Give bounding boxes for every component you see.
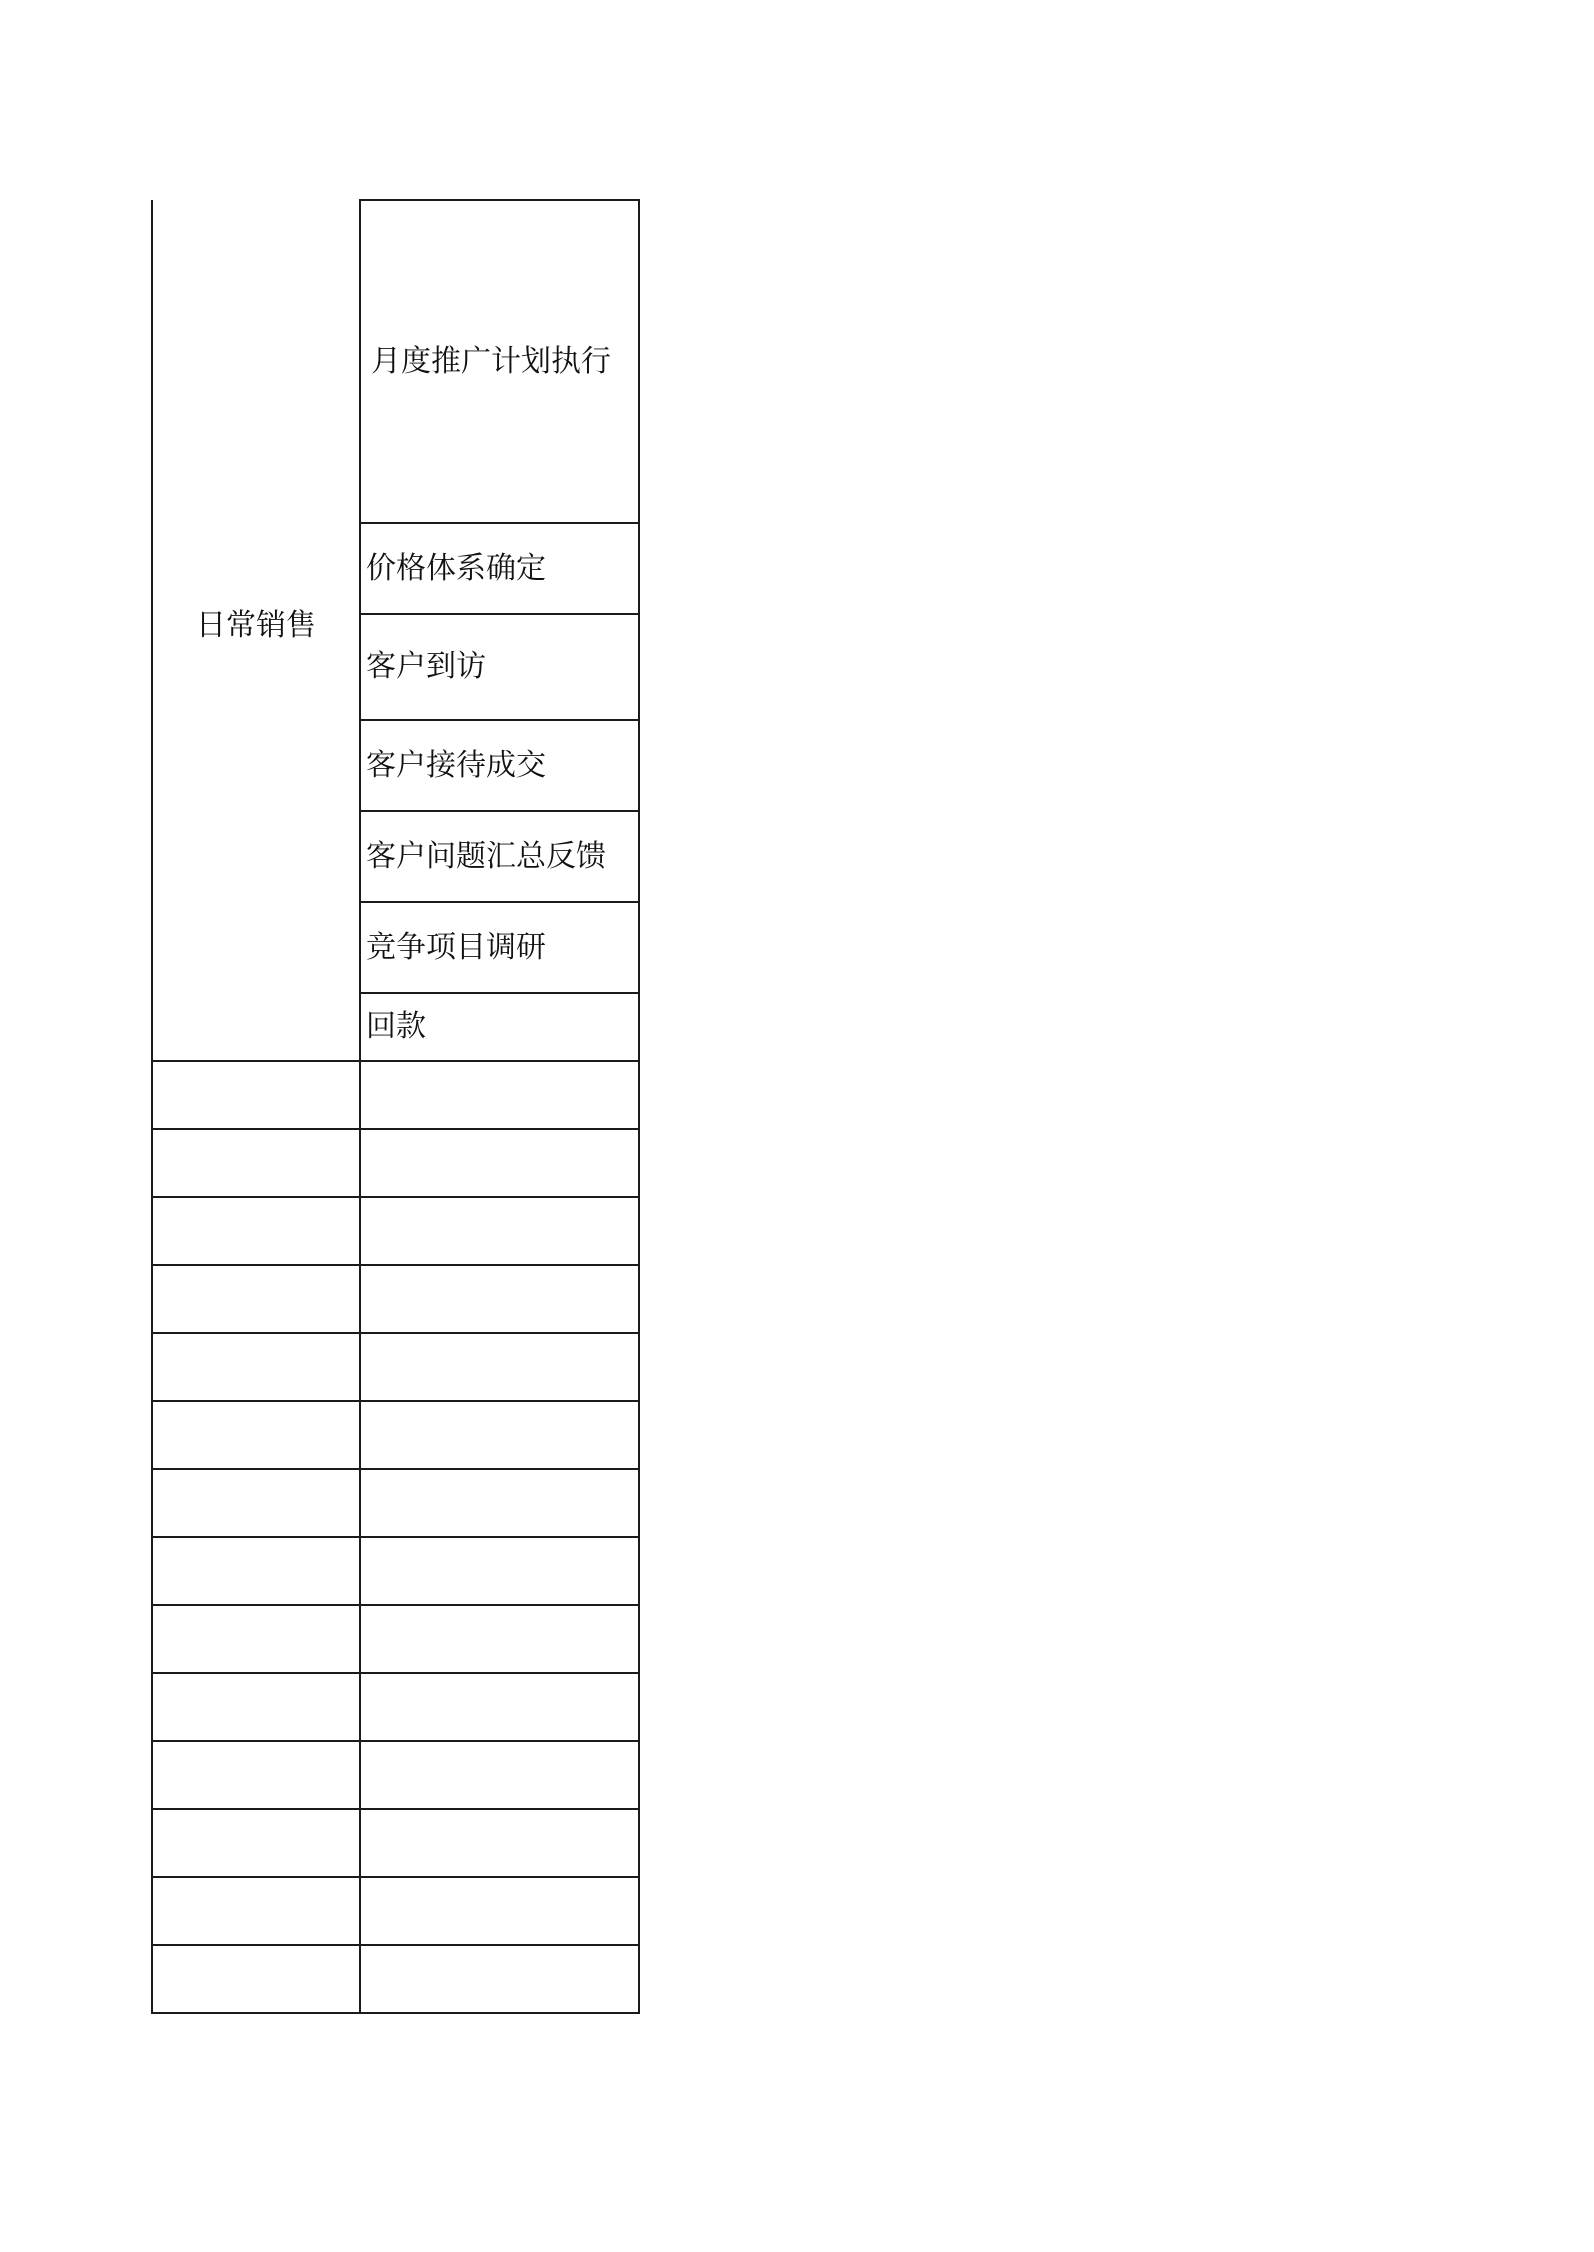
empty-cell (360, 1945, 639, 2013)
empty-cell (360, 1197, 639, 1265)
empty-cell (360, 1605, 639, 1673)
task-cell: 回款 (360, 993, 639, 1061)
empty-cell (360, 1401, 639, 1469)
task-cell: 客户到访 (360, 614, 639, 720)
empty-cell (152, 1537, 360, 1605)
empty-cell (360, 1265, 639, 1333)
empty-cell (152, 1333, 360, 1401)
empty-table-row (152, 1809, 639, 1877)
task-cell: 竞争项目调研 (360, 902, 639, 993)
empty-cell (152, 1945, 360, 2013)
empty-cell (360, 1741, 639, 1809)
empty-cell (152, 1401, 360, 1469)
empty-cell (152, 1129, 360, 1197)
empty-table-row (152, 1877, 639, 1945)
empty-table-row (152, 1265, 639, 1333)
empty-table-row (152, 1469, 639, 1537)
category-cell-daily-sales: 日常销售 (152, 200, 360, 1061)
empty-table-row (152, 1129, 639, 1197)
empty-cell (360, 1129, 639, 1197)
task-cell: 价格体系确定 (360, 523, 639, 614)
empty-table-row (152, 1401, 639, 1469)
empty-cell (360, 1673, 639, 1741)
empty-table-row (152, 1061, 639, 1129)
empty-cell (152, 1673, 360, 1741)
empty-table-row (152, 1673, 639, 1741)
table-row (152, 200, 639, 523)
empty-table-row (152, 1333, 639, 1401)
empty-table-row (152, 1537, 639, 1605)
task-cell: 月度推广计划执行 (360, 200, 639, 523)
task-cell: 客户问题汇总反馈 (360, 811, 639, 902)
empty-cell (152, 1197, 360, 1265)
empty-cell (360, 1333, 639, 1401)
empty-cell (152, 1469, 360, 1537)
empty-cell (360, 1809, 639, 1877)
empty-cell (152, 1741, 360, 1809)
empty-cell (360, 1061, 639, 1129)
empty-cell (152, 1877, 360, 1945)
empty-cell (360, 1877, 639, 1945)
empty-cell (152, 1809, 360, 1877)
empty-table-row (152, 1741, 639, 1809)
empty-table-row (152, 1197, 639, 1265)
task-cell: 客户接待成交 (360, 720, 639, 811)
empty-cell (360, 1469, 639, 1537)
empty-cell (360, 1537, 639, 1605)
sales-task-table (151, 199, 640, 2014)
empty-cell (152, 1605, 360, 1673)
empty-table-row (152, 1605, 639, 1673)
empty-rows-group (152, 1061, 639, 2013)
empty-table-row (152, 1945, 639, 2013)
empty-cell (152, 1265, 360, 1333)
empty-cell (152, 1061, 360, 1129)
